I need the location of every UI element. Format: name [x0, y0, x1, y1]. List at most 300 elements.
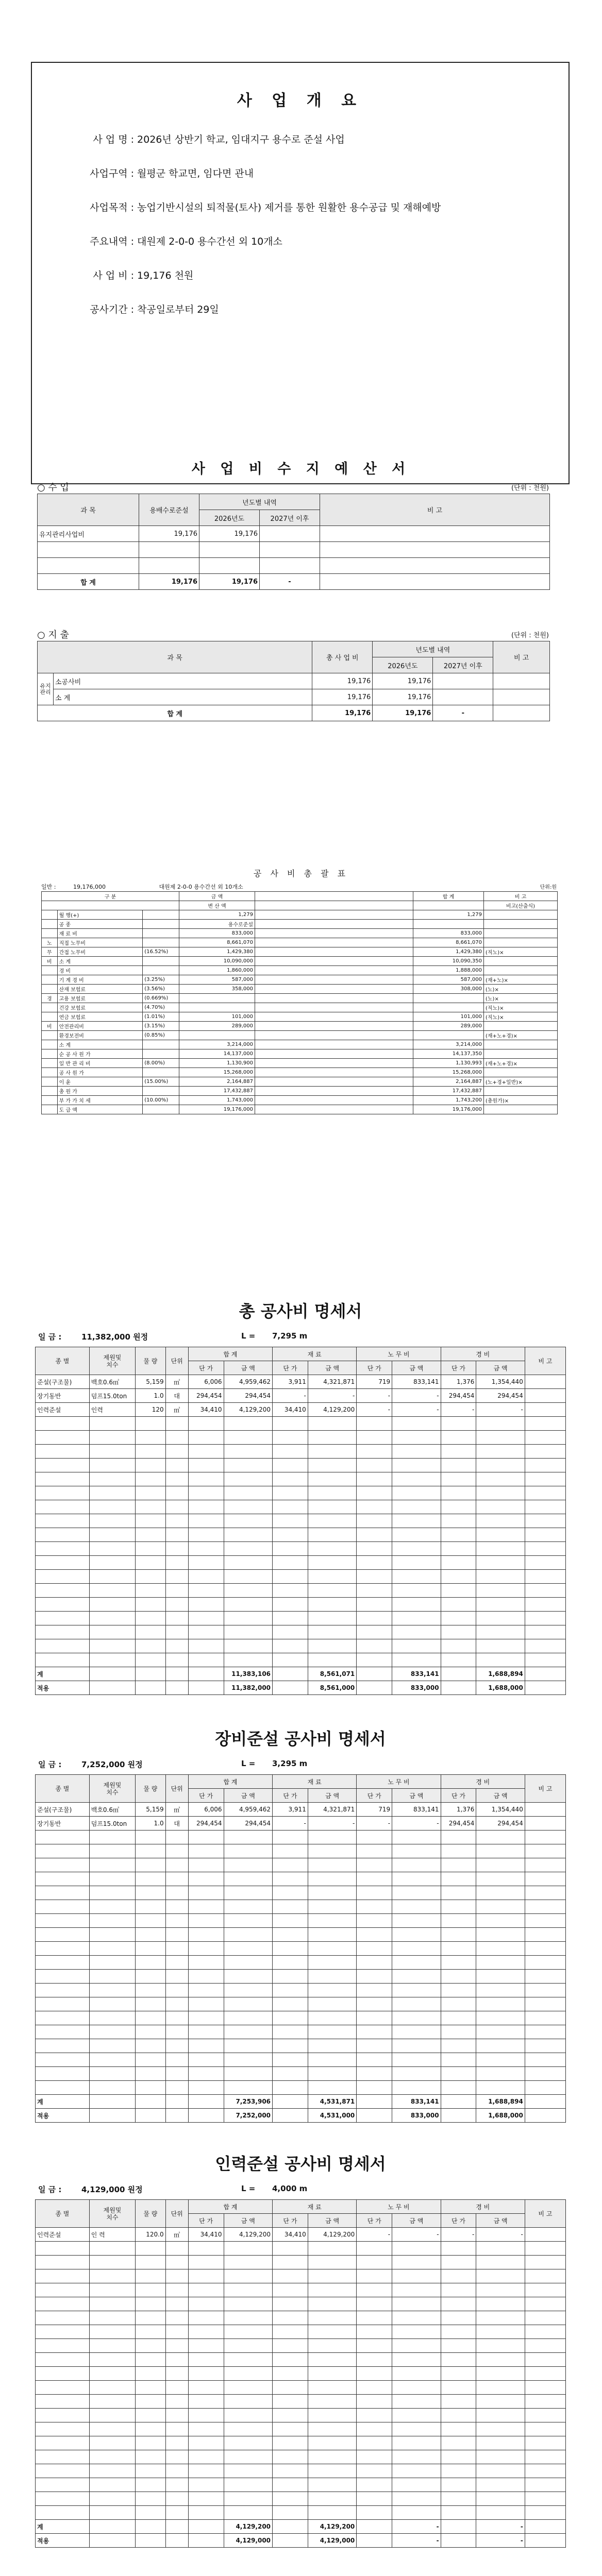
spec-length-label: L = [241, 2184, 256, 2193]
h-y1: 2026년도 [373, 657, 433, 673]
cost-note [484, 1049, 558, 1059]
cost-note [484, 938, 558, 947]
cell-y2 [433, 673, 493, 689]
spec-mat-amt: 4,531,000 [308, 2109, 356, 2123]
spec-empty-row [36, 1997, 566, 2011]
spec-exp-amt: - [476, 2520, 525, 2534]
spec-qty: 1.0 [136, 1389, 166, 1403]
overview-label: 공사기간 : [90, 304, 134, 315]
spec-empty-row [36, 2422, 566, 2436]
cost-header-row [42, 892, 558, 901]
income-empty-row [38, 542, 550, 558]
cost-total: 17,432,887 [413, 1087, 484, 1096]
spec-exp-up: 294,454 [441, 1389, 476, 1403]
overview-row [73, 302, 219, 316]
spec-type: 준설(구조물) [36, 1803, 90, 1817]
cost-amount: 358,000 [179, 985, 255, 994]
cost-note: (총원가)× [484, 1096, 558, 1105]
cost-rate: (8.00%) [143, 1059, 179, 1068]
spec-header-row [36, 1347, 566, 1361]
expense-heading: ○ 지 출 [37, 630, 69, 640]
cost-rate [143, 938, 179, 947]
spec-empty-row [36, 2067, 566, 2081]
sh-amount: 금 액 [224, 2214, 272, 2228]
cost-total: 308,000 [413, 985, 484, 994]
cost-amount: 289,000 [179, 1022, 255, 1031]
spec-empty-row [36, 2492, 566, 2506]
cost-row [42, 1003, 558, 1012]
cost-amount: 10,090,000 [179, 957, 255, 966]
overview-title: 사 업 개 요 [237, 92, 364, 110]
cost-item: 연금 보험료 [57, 1012, 143, 1022]
spec-empty-row [36, 2339, 566, 2353]
cell-name: 합 계 [38, 574, 139, 590]
spec-empty-row [36, 1528, 566, 1542]
spec-empty-row [36, 1598, 566, 1612]
cost-cat [42, 1059, 58, 1068]
cell-note [493, 673, 550, 689]
sh-unit-price: 단 가 [273, 1789, 308, 1803]
h-note: 비 고 [493, 641, 550, 673]
spec-empty-row [36, 1928, 566, 1942]
spec-empty-row [36, 2269, 566, 2283]
spec-empty-row [36, 1584, 566, 1598]
sh-amount: 금 액 [308, 1361, 356, 1375]
spec-type: 장기동반 [36, 1817, 90, 1831]
h-amount: 용배수로준설 [139, 494, 199, 526]
cost-row [42, 947, 558, 957]
cost-note [484, 1068, 558, 1077]
cost-item: 공 사 원 가 [57, 1068, 143, 1077]
spec-row [36, 1803, 566, 1817]
spec-empty-row [36, 2395, 566, 2409]
spec-title: 총 공사비 명세서 [239, 1301, 362, 1321]
cost-item: 간접 노무비 [57, 947, 143, 957]
income-empty-row [38, 558, 550, 574]
sh-mat: 재 료 [273, 2200, 357, 2214]
spec-row [36, 2228, 566, 2242]
spec-empty-row [36, 2242, 566, 2256]
sh-spec: 제원및 치수 [89, 2200, 135, 2228]
spec-tot-up: 294,454 [188, 1817, 224, 1831]
cost-note [484, 1022, 558, 1031]
spec-empty-row [36, 1472, 566, 1486]
spec-empty-row [36, 2353, 566, 2367]
cost-total [413, 1003, 484, 1012]
spec-empty-row [36, 1653, 566, 1667]
spec-empty-row [36, 1486, 566, 1500]
cost-h-sub2: 비고(산출식) [484, 901, 558, 910]
cost-rate [143, 929, 179, 938]
spec-empty-row [36, 1514, 566, 1528]
income-table [37, 494, 550, 590]
spec-empty-row [36, 2053, 566, 2067]
sh-total: 합 계 [188, 2200, 272, 2214]
cell-note [493, 689, 550, 705]
cost-total: 19,176,000 [413, 1105, 484, 1114]
equip-spec-section [35, 1726, 566, 2123]
cost-note: (재+노+경)× [484, 1031, 558, 1040]
cost-rate: (0.669%) [143, 994, 179, 1003]
cost-item: 총 원 가 [57, 1087, 143, 1096]
spec-length-label: L = [241, 1331, 256, 1341]
spec-total-row [36, 1667, 566, 1681]
spec-total-row [36, 2095, 566, 2109]
cost-total: 3,214,000 [413, 1040, 484, 1049]
cost-rate [143, 920, 179, 929]
h-y1: 2026년도 [199, 510, 260, 526]
cell-note [320, 574, 550, 590]
spec-amount-label: 일 금 : [38, 1332, 62, 1342]
spec-exp-up: 294,454 [441, 1817, 476, 1831]
cost-h-sub: 변 산 액 [179, 901, 255, 910]
h-note: 비 고 [320, 494, 550, 526]
spec-amount-line [35, 1331, 566, 1345]
spec-mat-up: 3,911 [273, 1803, 308, 1817]
cost-cat [42, 920, 58, 929]
sh-amount: 금 액 [476, 2214, 525, 2228]
expense-table [37, 641, 550, 721]
spec-empty-row [36, 1500, 566, 1514]
sh-amount: 금 액 [224, 1361, 272, 1375]
spec-row [36, 1817, 566, 1831]
cost-row [42, 1087, 558, 1096]
spec-exp-up: 1,376 [441, 1803, 476, 1817]
spec-length-value: 4,000 m [272, 2184, 308, 2193]
cost-cat [42, 1040, 58, 1049]
spec-exp-amt: 1,688,000 [476, 1681, 525, 1695]
income-row [38, 526, 550, 542]
sh-unit-price: 단 가 [357, 2214, 392, 2228]
spec-table [35, 2199, 566, 2548]
cost-amount: 1,860,000 [179, 966, 255, 975]
sh-amount: 금 액 [392, 2214, 441, 2228]
spec-tot-amt: 294,454 [224, 1817, 272, 1831]
cell-y2 [433, 689, 493, 705]
spec-empty-row [36, 1956, 566, 1970]
cost-amount: 1,279 [179, 910, 255, 920]
spec-tot-amt: 4,129,200 [224, 2228, 272, 2242]
cost-amount: 2,164,887 [179, 1077, 255, 1087]
cell-name: 합 계 [38, 705, 312, 721]
cell-y1: 19,176 [373, 689, 433, 705]
overview-label: 사업구역 : [90, 168, 134, 179]
spec-type: 장기동반 [36, 1389, 90, 1403]
cell-y1: 19,176 [373, 705, 433, 721]
cost-cat [42, 910, 58, 920]
cost-row [42, 1077, 558, 1087]
cost-cat: 경 [42, 994, 58, 1003]
cost-note [484, 1105, 558, 1114]
cost-item: 재 료 비 [57, 929, 143, 938]
spec-mat-amt: 4,321,871 [308, 1375, 356, 1389]
sh-qty: 물 량 [136, 1347, 166, 1375]
cost-total: 8,661,070 [413, 938, 484, 947]
spec-empty-row [36, 2436, 566, 2450]
spec-amount-value: 7,252,000 원정 [81, 1760, 143, 1769]
sh-unit-price: 단 가 [357, 1789, 392, 1803]
cost-rate: (0.85%) [143, 1031, 179, 1040]
spec-qty: 120 [136, 1403, 166, 1417]
cell-y2: - [433, 705, 493, 721]
spec-empty-row [36, 2011, 566, 2025]
sh-lab: 노 무 비 [357, 1347, 441, 1361]
sh-amount: 금 액 [308, 2214, 356, 2228]
spec-table [35, 1774, 566, 2123]
cost-cat [42, 1003, 58, 1012]
sh-exp: 경 비 [441, 1775, 525, 1789]
cost-row [42, 975, 558, 985]
cost-total: 1,743,200 [413, 1096, 484, 1105]
spec-grand-row [36, 2534, 566, 2548]
spec-tot-amt: 4,129,200 [224, 1403, 272, 1417]
cost-total: 289,000 [413, 1022, 484, 1031]
spec-type: 계 [36, 2095, 90, 2109]
spec-qty: 1.0 [136, 1817, 166, 1831]
cost-row [42, 1049, 558, 1059]
cost-rate [143, 910, 179, 920]
cost-note [484, 957, 558, 966]
spec-empty-row [36, 2450, 566, 2464]
spec-empty-row [36, 2311, 566, 2325]
cost-amount [179, 1031, 255, 1040]
spec-lab-amt: - [392, 2534, 441, 2548]
cost-item: 부 가 가 치 세 [57, 1096, 143, 1105]
spec-type: 적용 [36, 2109, 90, 2123]
budget-title: 사 업 비 수 지 예 산 서 [191, 461, 411, 477]
cost-amount: 587,000 [179, 975, 255, 985]
spec-empty-row [36, 1542, 566, 1556]
spec-exp-up: - [441, 1403, 476, 1417]
spec-empty-row [36, 2256, 566, 2269]
overview-label: 사 업 명 : [93, 134, 134, 145]
cost-rate: (1.01%) [143, 1012, 179, 1022]
spec-length-value: 7,295 m [272, 1331, 308, 1341]
spec-empty-row [36, 2464, 566, 2478]
cost-row [42, 1068, 558, 1077]
cost-item: 순 공 사 원 가 [57, 1049, 143, 1059]
cost-note [484, 920, 558, 929]
cost-amount: 3,214,000 [179, 1040, 255, 1049]
cost-row [42, 1031, 558, 1040]
cost-project-line [41, 883, 243, 891]
cost-cat: 비 [42, 1022, 58, 1031]
spec-empty-row [36, 1431, 566, 1445]
spec-lab-amt: - [392, 1389, 441, 1403]
spec-empty-row [36, 1612, 566, 1625]
spec-empty-row [36, 1886, 566, 1900]
cost-h-total: 합 계 [413, 892, 484, 901]
spec-tot-amt: 4,129,000 [224, 2534, 272, 2548]
sh-mat: 재 료 [273, 1347, 357, 1361]
cost-cat [42, 985, 58, 994]
cost-h-item: 구 분 [42, 892, 179, 901]
cell-amount: 19,176 [312, 673, 373, 689]
spec-lab-amt: - [392, 2520, 441, 2534]
spec-empty-row [36, 2381, 566, 2395]
cost-cat: 비 [42, 957, 58, 966]
h-y2: 2027년 이후 [260, 510, 320, 526]
spec-mat-up: 34,410 [273, 2228, 308, 2242]
spec-spec: 인 력 [89, 2228, 135, 2242]
cost-amount: 1,743,000 [179, 1096, 255, 1105]
spec-mat-up: - [273, 1389, 308, 1403]
spec-amount-value: 11,382,000 원정 [81, 1332, 148, 1342]
cost-item: 경 비 [57, 966, 143, 975]
cost-cat [42, 1096, 58, 1105]
cost-total: 15,268,000 [413, 1068, 484, 1077]
spec-unit: ㎥ [165, 2228, 188, 2242]
spec-mat-amt: 4,129,200 [308, 2520, 356, 2534]
cost-cat [42, 1012, 58, 1022]
spec-empty-row [36, 2297, 566, 2311]
expense-header-row [38, 641, 550, 657]
spec-table [35, 1347, 566, 1695]
expense-row [38, 673, 550, 689]
expense-unit: (단위 : 천원) [511, 632, 549, 639]
spec-amount-label: 일 금 : [38, 1760, 62, 1769]
spec-unit: 대 [165, 1389, 188, 1403]
spec-exp-amt: - [476, 1403, 525, 1417]
labor-spec-section [35, 2151, 566, 2548]
spec-spec: 백호0.6㎥ [89, 1375, 135, 1389]
spec-tot-amt: 11,383,106 [224, 1667, 272, 1681]
cost-row [42, 985, 558, 994]
spec-tot-amt: 4,129,200 [224, 2520, 272, 2534]
spec-type: 인력준설 [36, 2228, 90, 2242]
cost-total [413, 920, 484, 929]
cell-amount: 19,176 [312, 705, 373, 721]
sh-unit-price: 단 가 [441, 2214, 476, 2228]
cost-amount: 1,130,900 [179, 1059, 255, 1068]
spec-length-label: L = [241, 1759, 256, 1768]
cost-row [42, 1022, 558, 1031]
sh-unit-price: 단 가 [273, 1361, 308, 1375]
overview-row [73, 234, 282, 248]
cost-item: 환경보전비 [57, 1031, 143, 1040]
cell-amount: 19,176 [139, 574, 199, 590]
spec-tot-amt: 7,253,906 [224, 2095, 272, 2109]
spec-unit: ㎥ [165, 1803, 188, 1817]
sh-mat: 재 료 [273, 1775, 357, 1789]
spec-type: 준설(구조물) [36, 1375, 90, 1389]
cell-amount: 19,176 [312, 689, 373, 705]
cost-row [42, 1105, 558, 1114]
overview-label: 사업목적 : [90, 202, 134, 213]
cost-summary-table [41, 891, 558, 1114]
cost-rate [143, 957, 179, 966]
overview-value: 착공일로부터 29일 [137, 304, 219, 315]
sh-note: 비 고 [525, 2200, 565, 2228]
cost-note: (노+경+일반)× [484, 1077, 558, 1087]
spec-unit: ㎥ [165, 1403, 188, 1417]
cost-total: 1,130,993 [413, 1059, 484, 1068]
sh-exp: 경 비 [441, 1347, 525, 1361]
spec-mat-up: 3,911 [273, 1375, 308, 1389]
cost-item: 월 행(+) [57, 910, 143, 920]
cell-y2 [260, 526, 320, 542]
spec-lab-up: - [357, 1389, 392, 1403]
cost-amount: 833,000 [179, 929, 255, 938]
cost-total: 14,137,350 [413, 1049, 484, 1059]
sh-lab: 노 무 비 [357, 2200, 441, 2214]
sh-unit: 단위 [165, 1347, 188, 1375]
cost-amount: 8,661,070 [179, 938, 255, 947]
overview-box [31, 62, 570, 484]
overview-label: 사 업 비 : [93, 270, 134, 281]
sh-note: 비 고 [525, 1347, 565, 1375]
cost-total: 101,000 [413, 1012, 484, 1022]
cost-cat [42, 929, 58, 938]
sh-spec: 제원및 치수 [89, 1347, 135, 1375]
spec-tot-amt: 11,382,000 [224, 1681, 272, 1695]
cost-row [42, 929, 558, 938]
cost-item: 소 계 [57, 957, 143, 966]
spec-empty-row [36, 1844, 566, 1858]
sh-unit: 단위 [165, 2200, 188, 2228]
spec-qty: 5,159 [136, 1375, 166, 1389]
overview-row [73, 268, 193, 282]
sh-unit-price: 단 가 [188, 2214, 224, 2228]
cost-row [42, 910, 558, 920]
spec-qty: 5,159 [136, 1803, 166, 1817]
income-header-row [38, 494, 550, 510]
spec-empty-row [36, 2325, 566, 2339]
cost-note: (재+노+경)× [484, 1059, 558, 1068]
cost-row [42, 1059, 558, 1068]
cost-header-row2 [42, 901, 558, 910]
spec-tot-up: 34,410 [188, 2228, 224, 2242]
cost-rate: (3.56%) [143, 985, 179, 994]
spec-empty-row [36, 2409, 566, 2422]
spec-exp-up: 1,376 [441, 1375, 476, 1389]
cost-amount: 1,429,380 [179, 947, 255, 957]
spec-lab-up: - [357, 1817, 392, 1831]
sh-qty: 물 량 [136, 2200, 166, 2228]
cost-row [42, 1012, 558, 1022]
cost-note [484, 1040, 558, 1049]
spec-title: 장비준설 공사비 명세서 [215, 1729, 386, 1749]
sh-unit-price: 단 가 [188, 1361, 224, 1375]
spec-exp-amt: 294,454 [476, 1389, 525, 1403]
sh-unit: 단위 [165, 1775, 188, 1803]
sh-amount: 금 액 [392, 1789, 441, 1803]
cell-amount: 19,176 [139, 526, 199, 542]
cost-item: 산재 보험료 [57, 985, 143, 994]
spec-lab-amt: - [392, 1817, 441, 1831]
spec-empty-row [36, 1639, 566, 1653]
spec-empty-row [36, 1872, 566, 1886]
spec-exp-amt: 1,688,894 [476, 1667, 525, 1681]
spec-row [36, 1375, 566, 1389]
sh-amount: 금 액 [476, 1789, 525, 1803]
cost-amount: 용수로준설 [179, 920, 255, 929]
cost-cat [42, 966, 58, 975]
spec-mat-amt: - [308, 1389, 356, 1403]
overview-row [73, 200, 441, 214]
spec-empty-row [36, 1831, 566, 1844]
cost-total: 1,279 [413, 910, 484, 920]
sh-unit-price: 단 가 [273, 2214, 308, 2228]
cost-note: (직노)× [484, 1012, 558, 1022]
cell-note [493, 705, 550, 721]
cell-y2: - [260, 574, 320, 590]
spec-type: 계 [36, 1667, 90, 1681]
spec-mat-amt: 4,531,871 [308, 2095, 356, 2109]
cost-row [42, 957, 558, 966]
sh-unit-price: 단 가 [441, 1361, 476, 1375]
overview-value: 2026년 상반기 학교, 임대지구 용수로 준설 사업 [137, 134, 345, 145]
